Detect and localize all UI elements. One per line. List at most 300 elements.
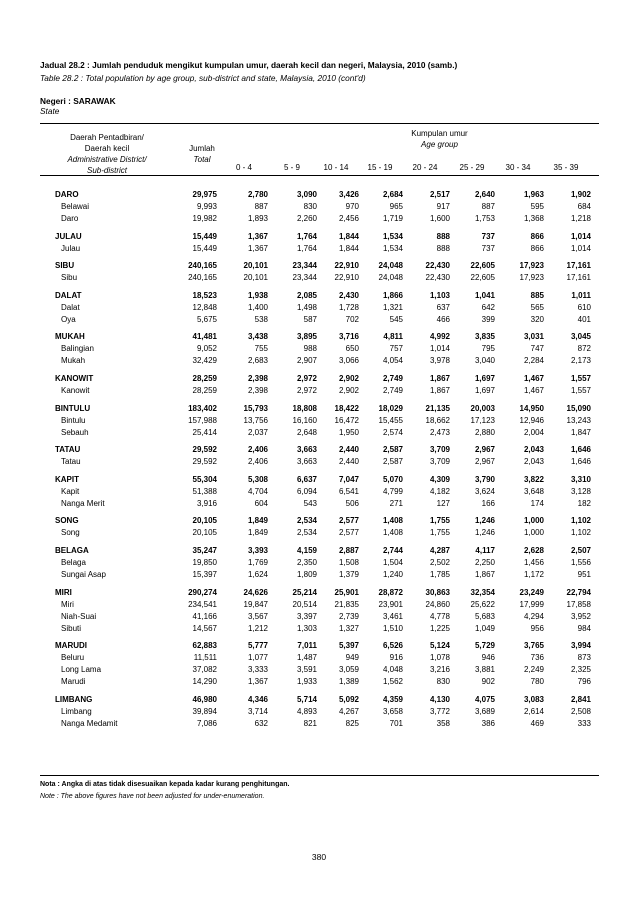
age-cell: 4,309 [429, 474, 450, 484]
total-cell: 12,848 [192, 302, 217, 312]
age-cell: 951 [577, 570, 591, 579]
age-cell: 22,605 [470, 273, 495, 283]
age-cell: 1,408 [382, 528, 403, 538]
age-cell: 24,048 [378, 261, 403, 271]
age-cell: 888 [436, 243, 450, 253]
age-cell: 3,066 [338, 356, 359, 366]
row-name: JULAU [55, 231, 82, 241]
age-cell: 965 [389, 202, 403, 211]
age-cell: 3,031 [523, 332, 544, 342]
row-name: LIMBANG [55, 694, 93, 704]
age-cell: 2,577 [338, 528, 359, 538]
age-cell: 182 [577, 498, 591, 508]
total-cell: 20,105 [192, 528, 217, 538]
age-cell: 2,744 [382, 546, 403, 555]
age-cell: 887 [481, 202, 495, 211]
age-cell: 5,714 [296, 694, 317, 704]
sub-district-row [40, 718, 599, 730]
sub-district-row [40, 456, 599, 468]
age-cell: 466 [436, 314, 450, 324]
age-cell: 1,557 [570, 386, 591, 395]
age-cell: 3,714 [247, 706, 268, 716]
age-cell: 650 [345, 344, 359, 354]
row-name: Balingian [61, 344, 94, 354]
age-cell: 1,014 [570, 243, 591, 253]
age-cell: 565 [530, 302, 544, 312]
age-cell: 1,950 [338, 427, 359, 437]
age-cell: 2,250 [474, 558, 495, 567]
age-cell: 3,461 [382, 611, 403, 621]
age-cell: 1,755 [429, 528, 450, 538]
age-cell: 15,090 [566, 403, 591, 413]
total-cell: 39,894 [192, 706, 217, 716]
age-cell: 3,822 [523, 474, 544, 484]
district-row [40, 474, 599, 486]
age-cell: 4,811 [383, 332, 403, 342]
age-cell: 2,614 [523, 706, 544, 716]
total-cell: 37,082 [192, 665, 217, 675]
row-name: SIBU [55, 261, 75, 271]
age-cell: 825 [345, 718, 359, 728]
age-cell: 2,902 [338, 386, 359, 395]
total-cell: 240,165 [188, 273, 217, 283]
age-cell: 3,090 [296, 190, 317, 199]
age-cell: 1,844 [338, 231, 359, 241]
age-cell: 737 [481, 243, 495, 253]
total-cell: 11,511 [193, 653, 217, 663]
district-row [40, 515, 599, 527]
age-cell: 866 [530, 243, 544, 253]
age-cell: 22,605 [470, 261, 495, 271]
age-cell: 3,438 [247, 332, 268, 342]
age-cell: 632 [254, 718, 268, 728]
sub-district-row [40, 243, 599, 255]
age-cell: 4,346 [247, 694, 268, 704]
age-cell: 684 [577, 202, 591, 211]
age-group-header-malay: Kumpulan umur [411, 129, 468, 138]
age-cell: 1,041 [474, 290, 495, 300]
age-cell: 1,600 [429, 214, 450, 223]
age-cell: 18,422 [334, 403, 359, 413]
age-cell: 1,893 [247, 214, 268, 223]
total-cell: 234,541 [188, 599, 217, 609]
age-cell: 2,902 [338, 374, 359, 383]
age-cell: 2,534 [296, 516, 317, 526]
age-cell: 2,749 [382, 386, 403, 395]
age-cell: 796 [577, 677, 591, 687]
age-column-header: 20 - 24 [412, 163, 438, 172]
age-cell: 6,637 [296, 474, 317, 484]
age-cell: 2,037 [247, 427, 268, 437]
total-cell: 35,247 [192, 546, 217, 555]
age-cell: 4,117 [475, 546, 495, 555]
age-cell: 830 [436, 677, 450, 687]
age-cell: 4,130 [429, 694, 450, 704]
age-cell: 587 [303, 314, 317, 324]
total-cell: 9,993 [196, 202, 217, 211]
age-cell: 3,397 [296, 611, 317, 621]
age-cell: 2,880 [474, 427, 495, 437]
age-cell: 166 [481, 498, 495, 508]
age-cell: 3,978 [429, 356, 450, 366]
row-name: Sebauh [61, 427, 89, 437]
sub-district-row [40, 652, 599, 664]
footnote-malay: Nota : Angka di atas tidak disesuaikan kepada kadar kurang penghitungan. [40, 781, 290, 788]
age-cell: 22,430 [425, 273, 450, 283]
age-cell: 2,440 [338, 445, 359, 455]
age-cell: 1,014 [570, 231, 591, 241]
age-column-header: 35 - 39 [553, 163, 579, 172]
age-cell: 16,472 [334, 415, 359, 425]
age-cell: 917 [436, 202, 450, 211]
age-cell: 1,408 [382, 516, 403, 526]
age-cell: 1,963 [523, 190, 544, 199]
age-cell: 2,972 [296, 386, 317, 395]
row-name: SONG [55, 516, 79, 526]
age-cell: 3,772 [429, 706, 450, 716]
total-cell: 240,165 [188, 261, 217, 271]
age-cell: 3,663 [296, 445, 317, 455]
age-cell: 17,999 [519, 599, 544, 609]
age-cell: 2,507 [570, 546, 591, 555]
age-cell: 1,844 [338, 243, 359, 253]
age-cell: 25,901 [334, 587, 359, 597]
age-cell: 23,344 [292, 261, 317, 271]
age-cell: 956 [530, 623, 544, 633]
age-cell: 3,952 [570, 611, 591, 621]
age-cell: 22,910 [334, 261, 359, 271]
sub-district-row [40, 355, 599, 367]
row-name: Kanowit [61, 386, 90, 395]
age-cell: 2,587 [382, 457, 403, 467]
age-cell: 2,640 [474, 190, 495, 199]
sub-district-row [40, 676, 599, 688]
row-name: Song [61, 528, 80, 538]
row-name: Oya [61, 314, 76, 324]
row-name: KAPIT [55, 474, 79, 484]
district-header-english-1: Administrative District/ [67, 155, 147, 164]
age-column-header: 0 - 4 [235, 163, 252, 172]
age-cell: 4,054 [382, 356, 403, 366]
age-cell: 1,785 [429, 570, 450, 579]
age-cell: 2,173 [570, 356, 591, 366]
age-cell: 1,933 [296, 677, 317, 687]
total-cell: 183,402 [188, 403, 217, 413]
age-cell: 20,514 [292, 599, 317, 609]
age-cell: 4,359 [382, 694, 403, 704]
age-cell: 3,658 [382, 706, 403, 716]
age-cell: 22,430 [425, 261, 450, 271]
age-cell: 13,756 [243, 415, 268, 425]
row-name: Miri [61, 599, 74, 609]
age-cell: 1,847 [570, 427, 591, 437]
age-cell: 702 [345, 314, 359, 324]
age-cell: 7,011 [297, 641, 317, 651]
row-name: Niah-Suai [61, 611, 97, 621]
age-cell: 17,123 [470, 415, 495, 425]
district-header-malay-1: Daerah Pentadbiran/ [70, 133, 144, 142]
row-name: Bintulu [61, 415, 86, 425]
row-name: DALAT [55, 290, 82, 300]
age-cell: 23,249 [519, 587, 544, 597]
sub-district-row [40, 486, 599, 498]
age-cell: 2,749 [382, 374, 403, 383]
age-cell: 736 [530, 653, 544, 663]
total-cell: 41,166 [192, 611, 217, 621]
age-cell: 25,622 [470, 599, 495, 609]
age-cell: 2,683 [247, 356, 268, 366]
age-cell: 795 [481, 344, 495, 354]
total-cell: 5,675 [196, 314, 217, 324]
row-name: Sibu [61, 273, 78, 283]
age-cell: 3,426 [338, 190, 359, 199]
district-row [40, 640, 599, 652]
age-cell: 1,049 [474, 623, 495, 633]
age-cell: 2,907 [296, 356, 317, 366]
total-cell: 290,274 [188, 587, 217, 597]
age-cell: 20,003 [470, 403, 495, 413]
age-cell: 2,473 [429, 427, 450, 437]
total-cell: 15,397 [192, 570, 217, 579]
row-name: Tatau [61, 457, 81, 467]
sub-district-row [40, 385, 599, 397]
age-cell: 1,867 [429, 374, 450, 383]
age-cell: 17,161 [566, 273, 591, 283]
age-cell: 1,367 [247, 243, 268, 253]
age-cell: 1,866 [382, 290, 403, 300]
total-cell: 15,449 [192, 243, 217, 253]
age-cell: 1,102 [570, 516, 591, 526]
age-cell: 1,755 [429, 516, 450, 526]
age-cell: 19,847 [243, 599, 268, 609]
district-row [40, 444, 599, 456]
age-cell: 1,327 [338, 623, 359, 633]
age-cell: 18,029 [378, 403, 403, 413]
age-cell: 2,406 [247, 445, 268, 455]
age-cell: 916 [389, 653, 403, 663]
age-cell: 1,646 [570, 457, 591, 467]
row-name: MUKAH [55, 332, 85, 342]
age-cell: 1,867 [429, 386, 450, 395]
age-cell: 1,498 [296, 302, 317, 312]
age-cell: 2,887 [338, 546, 359, 555]
age-cell: 2,260 [296, 214, 317, 223]
total-cell: 51,388 [192, 486, 217, 496]
age-cell: 737 [481, 231, 495, 241]
age-cell: 2,398 [247, 386, 268, 395]
age-cell: 3,333 [247, 665, 268, 675]
age-cell: 21,835 [334, 599, 359, 609]
total-cell: 29,592 [192, 457, 217, 467]
age-cell: 1,000 [523, 516, 544, 526]
age-cell: 17,858 [566, 599, 591, 609]
age-cell: 6,094 [296, 486, 317, 496]
row-name: Long Lama [61, 665, 102, 675]
age-cell: 1,218 [570, 214, 591, 223]
age-cell: 780 [530, 677, 544, 687]
total-cell: 41,481 [192, 332, 217, 342]
total-cell: 55,304 [192, 474, 217, 484]
total-cell: 19,850 [192, 558, 217, 567]
total-cell: 62,883 [192, 641, 217, 651]
age-cell: 24,048 [378, 273, 403, 283]
age-cell: 1,867 [474, 570, 495, 579]
age-cell: 20,101 [243, 261, 268, 271]
total-header-english: Total [193, 155, 211, 164]
age-cell: 1,212 [247, 623, 268, 633]
row-name: Beluru [61, 653, 85, 663]
age-cell: 1,467 [523, 374, 544, 383]
population-table [40, 123, 599, 776]
age-cell: 1,367 [247, 231, 268, 241]
sub-district-row [40, 314, 599, 326]
age-cell: 1,011 [571, 290, 591, 300]
age-cell: 28,872 [378, 587, 403, 597]
age-cell: 2,004 [523, 427, 544, 437]
footnote-english: Note : The above figures have not been adjusted for under-enumeration. [40, 793, 265, 800]
age-cell: 1,697 [474, 386, 495, 395]
total-cell: 14,567 [192, 623, 217, 633]
age-cell: 6,526 [382, 641, 403, 651]
age-cell: 970 [345, 202, 359, 211]
total-cell: 157,988 [188, 415, 217, 425]
age-cell: 1,368 [523, 214, 544, 223]
age-cell: 1,379 [338, 570, 359, 579]
age-cell: 2,534 [296, 528, 317, 538]
age-cell: 821 [303, 718, 317, 728]
age-cell: 3,716 [338, 332, 359, 342]
age-column-header: 30 - 34 [505, 163, 531, 172]
age-cell: 873 [577, 653, 591, 663]
age-cell: 469 [530, 718, 544, 728]
age-cell: 2,508 [570, 706, 591, 716]
sub-district-row [40, 569, 599, 581]
row-name: Sibuti [61, 623, 82, 633]
age-cell: 3,994 [570, 641, 591, 651]
age-cell: 2,739 [338, 611, 359, 621]
age-cell: 5,729 [474, 641, 495, 651]
age-cell: 3,083 [523, 694, 544, 704]
age-column-header: 15 - 19 [367, 163, 393, 172]
age-cell: 1,697 [474, 374, 495, 383]
age-cell: 5,397 [338, 641, 359, 651]
total-cell: 29,592 [192, 445, 217, 455]
age-cell: 18,808 [292, 403, 317, 413]
age-cell: 30,863 [425, 587, 450, 597]
age-cell: 5,308 [247, 474, 268, 484]
age-cell: 1,240 [382, 570, 403, 579]
age-cell: 22,794 [566, 587, 591, 597]
total-cell: 19,982 [192, 214, 217, 223]
age-cell: 4,704 [247, 486, 268, 496]
age-cell: 2,043 [523, 445, 544, 455]
age-cell: 1,504 [382, 558, 403, 567]
age-cell: 2,284 [523, 356, 544, 366]
sub-district-row [40, 623, 599, 635]
total-cell: 20,105 [192, 516, 217, 526]
age-cell: 15,793 [243, 403, 268, 413]
table-title-malay: Jadual 28.2 : Jumlah penduduk mengikut kumpulan umur, daerah kecil dan negeri, Malaysia, 2010 (samb.) [40, 60, 458, 70]
sub-district-row [40, 272, 599, 284]
sub-district-row [40, 498, 599, 510]
table-title-english: Table 28.2 : Total population by age group, sub-district and state, Malaysia, 2010 (cont'd) [40, 73, 366, 83]
age-cell: 2,684 [382, 190, 403, 199]
age-cell: 15,455 [378, 415, 403, 425]
total-cell: 18,523 [192, 290, 217, 300]
age-cell: 4,267 [338, 706, 359, 716]
age-cell: 6,541 [338, 486, 359, 496]
age-cell: 127 [436, 498, 450, 508]
age-cell: 2,967 [474, 457, 495, 467]
row-name: Belaga [61, 558, 86, 567]
age-cell: 1,534 [382, 243, 403, 253]
row-name: Limbang [61, 706, 92, 716]
district-row [40, 290, 599, 302]
age-cell: 1,367 [247, 677, 268, 687]
age-cell: 5,124 [429, 641, 450, 651]
total-cell: 3,916 [196, 498, 217, 508]
age-cell: 604 [254, 498, 268, 508]
age-cell: 1,624 [247, 570, 268, 579]
age-cell: 1,321 [382, 302, 403, 312]
age-cell: 320 [530, 314, 544, 324]
row-name: Mukah [61, 356, 86, 366]
age-cell: 1,902 [570, 190, 591, 199]
district-row [40, 403, 599, 415]
age-cell: 1,467 [523, 386, 544, 395]
age-cell: 538 [254, 314, 268, 324]
total-cell: 7,086 [196, 718, 217, 728]
age-cell: 984 [577, 623, 591, 633]
age-cell: 1,534 [382, 231, 403, 241]
row-name: BELAGA [55, 546, 89, 555]
age-cell: 1,389 [338, 677, 359, 687]
age-column-header: 10 - 14 [323, 163, 349, 172]
age-cell: 3,567 [247, 611, 268, 621]
age-cell: 642 [481, 302, 495, 312]
age-cell: 2,577 [338, 516, 359, 526]
district-row [40, 545, 599, 557]
age-cell: 3,881 [474, 665, 495, 675]
age-cell: 1,225 [429, 623, 450, 633]
age-cell: 988 [303, 344, 317, 354]
age-cell: 399 [481, 314, 495, 324]
row-name: Marudi [61, 677, 86, 687]
age-cell: 902 [481, 677, 495, 687]
age-cell: 386 [481, 718, 495, 728]
age-cell: 271 [389, 498, 403, 508]
row-name: Daro [61, 214, 79, 223]
age-cell: 1,849 [247, 516, 268, 526]
age-cell: 1,103 [429, 290, 450, 300]
sub-district-row [40, 213, 599, 225]
total-cell: 25,414 [192, 427, 217, 437]
age-cell: 12,946 [519, 415, 544, 425]
total-cell: 28,259 [192, 374, 217, 383]
age-cell: 1,556 [570, 558, 591, 567]
age-cell: 7,047 [338, 474, 359, 484]
district-header-english-2: Sub-district [86, 166, 127, 175]
age-cell: 1,753 [474, 214, 495, 223]
age-column-header: 5 - 9 [283, 163, 300, 172]
age-cell: 4,799 [382, 486, 403, 496]
header-rule [40, 175, 599, 176]
district-row [40, 260, 599, 272]
age-cell: 757 [389, 344, 403, 354]
age-cell: 543 [303, 498, 317, 508]
age-cell: 2,574 [382, 427, 403, 437]
age-cell: 946 [481, 653, 495, 663]
